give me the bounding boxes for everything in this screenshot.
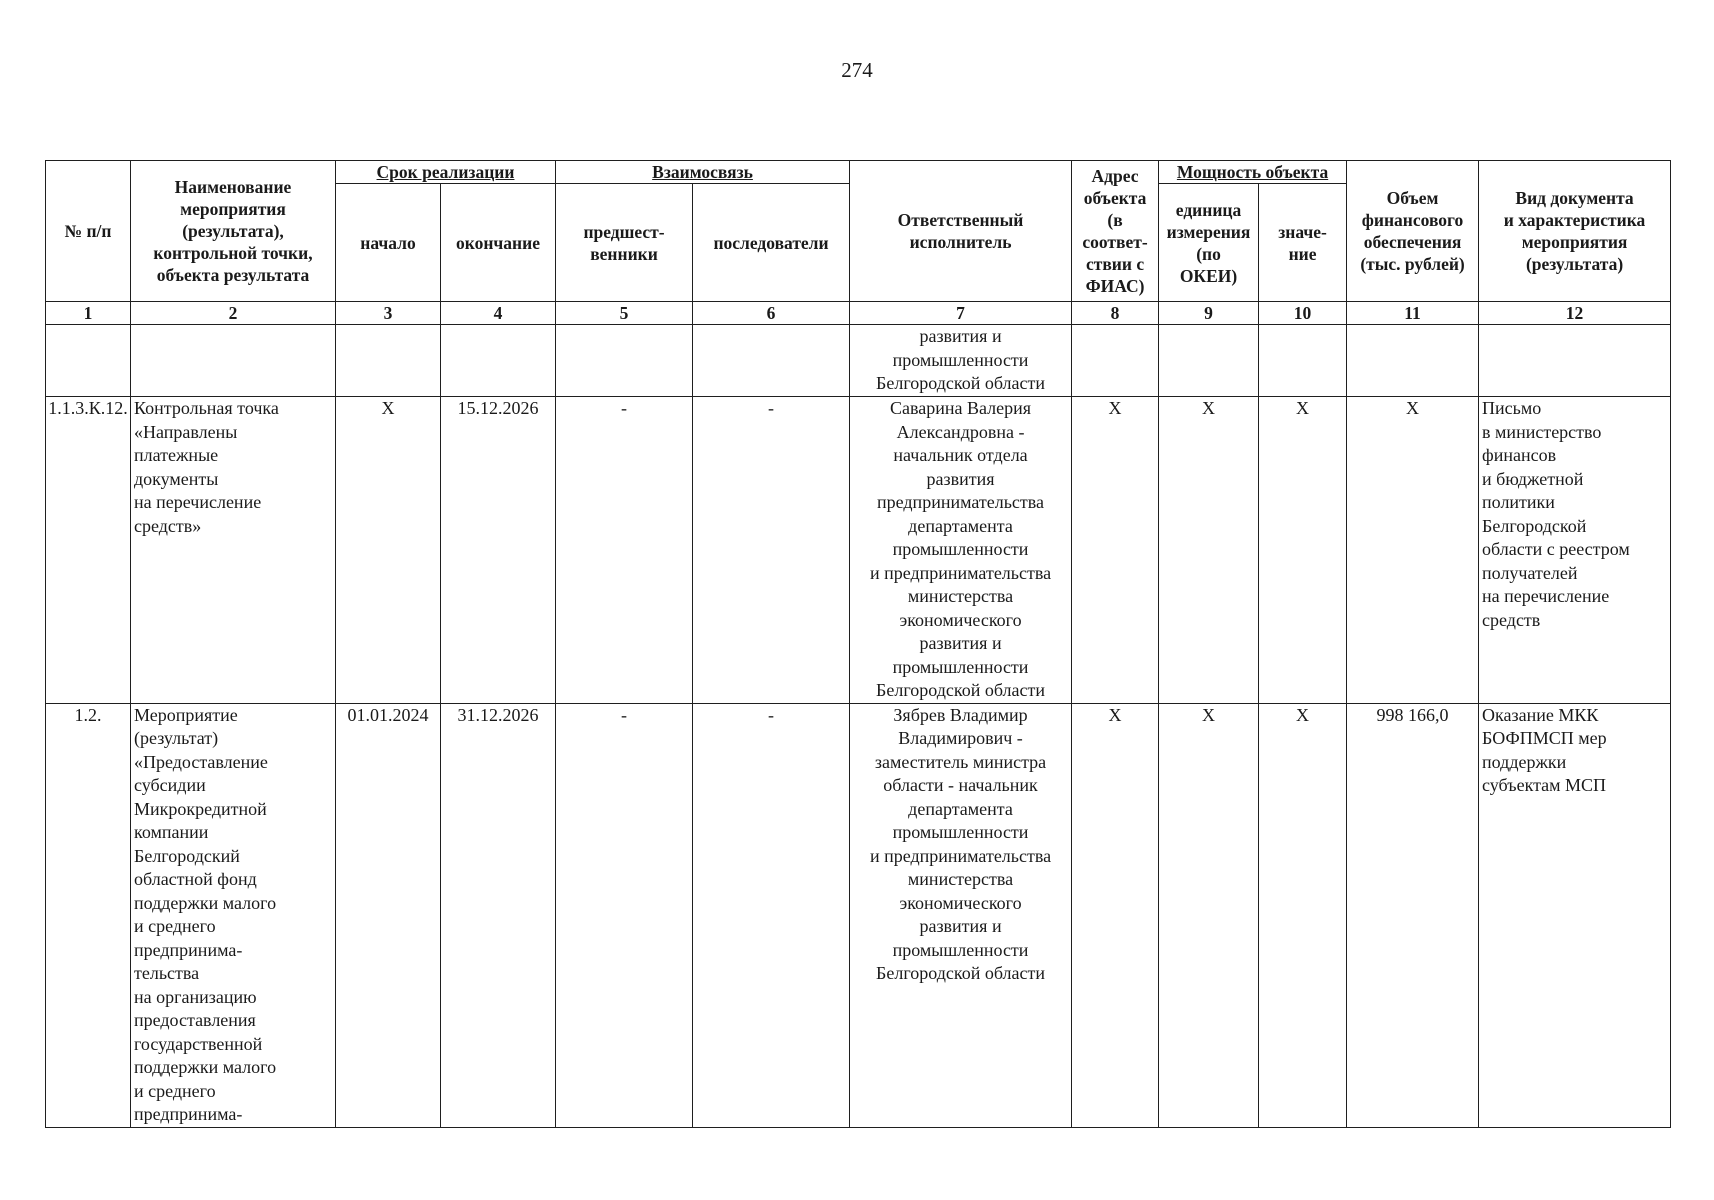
column-number: 9 <box>1159 302 1259 325</box>
cell-predecessors <box>556 325 693 397</box>
header-col-volume: Объем финансового обеспечения (тыс. рублей) <box>1347 161 1479 302</box>
cell-predecessors: - <box>556 703 693 1127</box>
column-number: 2 <box>131 302 336 325</box>
table-row <box>46 703 1671 1127</box>
plan-table <box>45 160 1671 1128</box>
header-group-capacity: Мощность объекта <box>1159 161 1347 184</box>
header-col-successors: последователи <box>693 184 850 302</box>
cell-start <box>336 325 441 397</box>
cell-executor: Зябрев Владимир Владимирович - заместитель министра области - начальник департамента промышленности и предпринимательства министерства экономического развития и промышленности Белгородской области <box>850 703 1072 1127</box>
column-number: 5 <box>556 302 693 325</box>
header-group-relation: Взаимосвязь <box>556 161 850 184</box>
cell-name: Мероприятие (результат) «Предоставление субсидии Микрокредитной компании Белгородский областной фонд поддержки малого и среднего предпринима- тельства на организацию предоставления государственной поддержки малого и среднего предпринима- <box>131 703 336 1127</box>
cell-start: X <box>336 397 441 704</box>
cell-successors: - <box>693 397 850 704</box>
header-col-number: № п/п <box>46 161 131 302</box>
column-numbers-row <box>46 302 1671 325</box>
cell-unit <box>1159 325 1259 397</box>
page-number: 274 <box>841 58 873 82</box>
cell-document: Письмо в министерство финансов и бюджетной политики Белгородской области с реестром получателей на перечисление средств <box>1479 397 1671 704</box>
cell-start: 01.01.2024 <box>336 703 441 1127</box>
column-number: 10 <box>1259 302 1347 325</box>
cell-end: 15.12.2026 <box>441 397 556 704</box>
column-number: 7 <box>850 302 1072 325</box>
cell-volume: 998 166,0 <box>1347 703 1479 1127</box>
cell-successors <box>693 325 850 397</box>
cell-executor: Саварина Валерия Александровна - начальник отдела развития предпринимательства департамента промышленности и предпринимательства министерства экономического развития и промышленности Белгородской области <box>850 397 1072 704</box>
cell-executor: развития и промышленности Белгородской области <box>850 325 1072 397</box>
cell-value: X <box>1259 397 1347 704</box>
table-row <box>46 325 1671 397</box>
header-group-period: Срок реализации <box>336 161 556 184</box>
cell-address <box>1072 325 1159 397</box>
column-number: 12 <box>1479 302 1671 325</box>
cell-number <box>46 325 131 397</box>
cell-number: 1.2. <box>46 703 131 1127</box>
header-col-document: Вид документа и характеристика мероприятия (результата) <box>1479 161 1671 302</box>
cell-volume: X <box>1347 397 1479 704</box>
column-number: 11 <box>1347 302 1479 325</box>
cell-document <box>1479 325 1671 397</box>
cell-name <box>131 325 336 397</box>
cell-value <box>1259 325 1347 397</box>
header-col-unit: единица измерения (по ОКЕИ) <box>1159 184 1259 302</box>
cell-predecessors: - <box>556 397 693 704</box>
cell-name: Контрольная точка «Направлены платежные документы на перечисление средств» <box>131 397 336 704</box>
cell-successors: - <box>693 703 850 1127</box>
table-row <box>46 397 1671 704</box>
cell-unit: X <box>1159 703 1259 1127</box>
cell-unit: X <box>1159 397 1259 704</box>
header-col-value: значе- ние <box>1259 184 1347 302</box>
cell-address: X <box>1072 397 1159 704</box>
cell-number: 1.1.3.К.12. <box>46 397 131 704</box>
cell-end: 31.12.2026 <box>441 703 556 1127</box>
header-col-end: окончание <box>441 184 556 302</box>
header-col-executor: Ответственный исполнитель <box>850 161 1072 302</box>
header-col-start: начало <box>336 184 441 302</box>
cell-value: X <box>1259 703 1347 1127</box>
cell-document: Оказание МКК БОФПМСП мер поддержки субъектам МСП <box>1479 703 1671 1127</box>
header-col-address: Адрес объекта (в соответ- ствии с ФИАС) <box>1072 161 1159 302</box>
table-header <box>46 161 1671 325</box>
cell-address: X <box>1072 703 1159 1127</box>
cell-end <box>441 325 556 397</box>
column-number: 1 <box>46 302 131 325</box>
column-number: 6 <box>693 302 850 325</box>
column-number: 3 <box>336 302 441 325</box>
column-number: 8 <box>1072 302 1159 325</box>
column-number: 4 <box>441 302 556 325</box>
cell-volume <box>1347 325 1479 397</box>
header-col-predecessors: предшест- венники <box>556 184 693 302</box>
header-col-name: Наименование мероприятия (результата), контрольной точки, объекта результата <box>131 161 336 302</box>
